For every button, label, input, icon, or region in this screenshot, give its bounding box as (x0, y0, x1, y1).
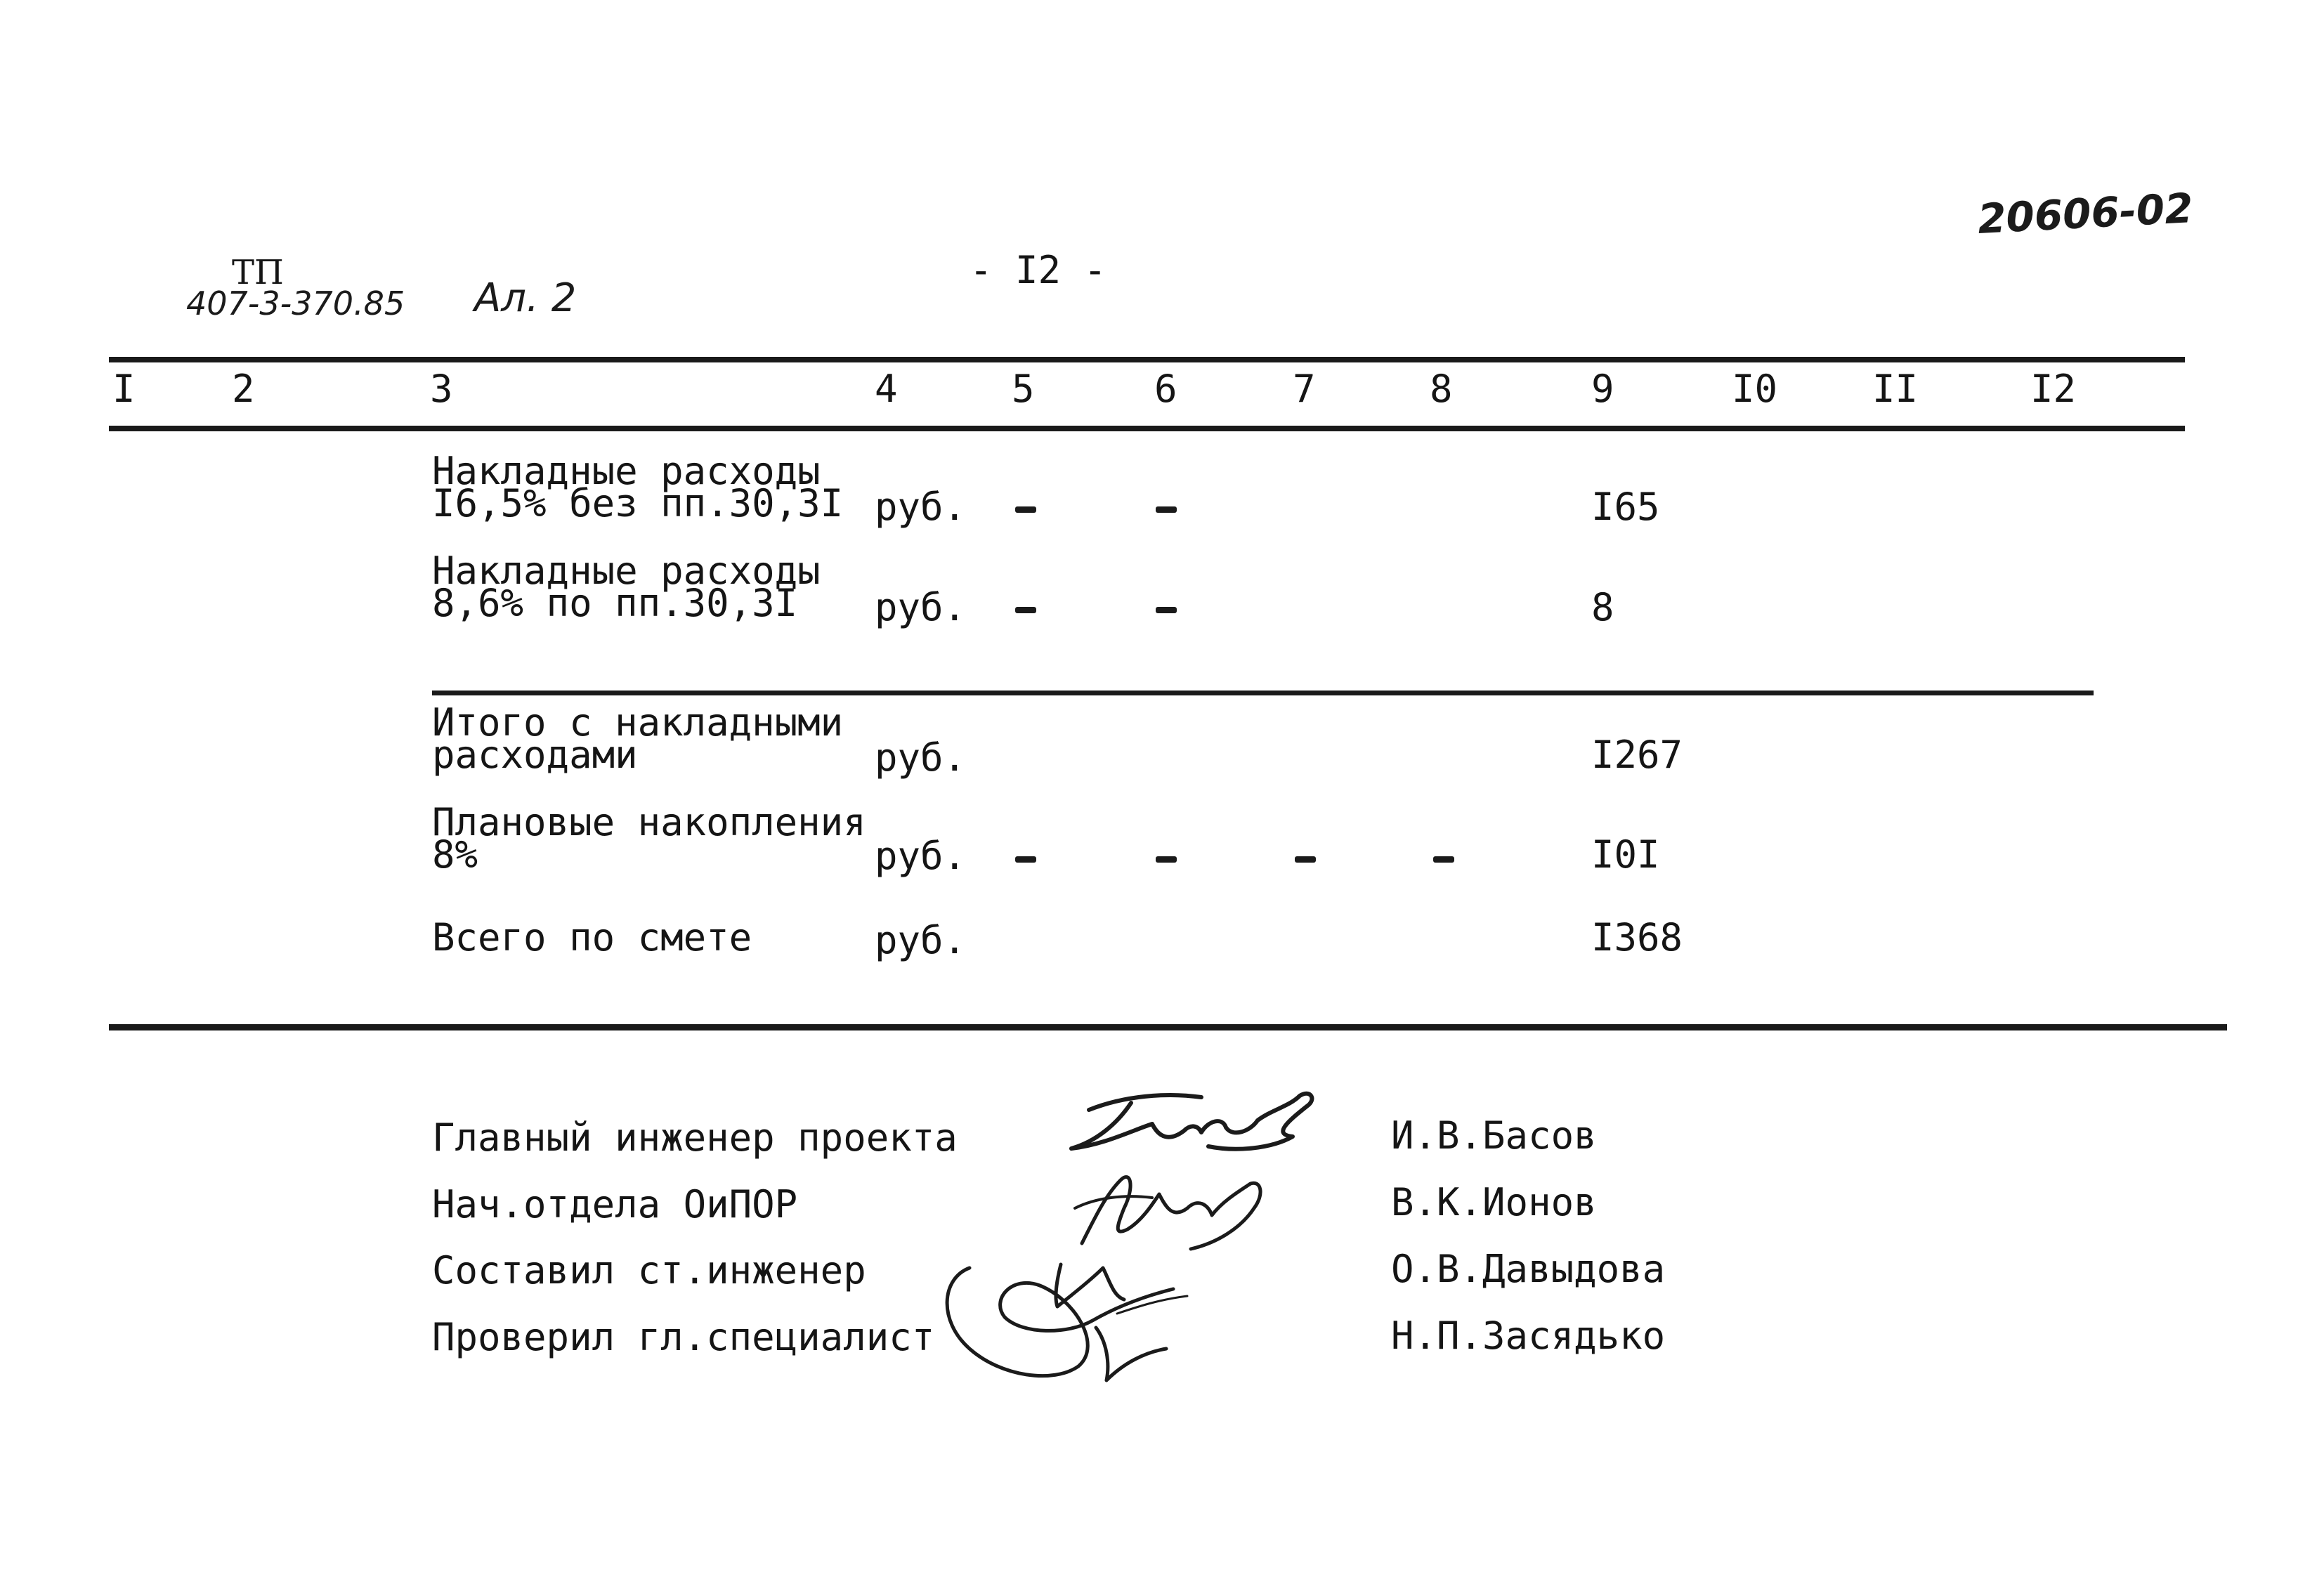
dash-mark (1015, 506, 1036, 513)
row-name: Накладные расходы (432, 449, 821, 493)
row-name: Всего по смете (432, 915, 752, 960)
signatory-name: И.В.Басов (1391, 1113, 1597, 1158)
row-name-line2: расходами (432, 733, 638, 777)
dash-mark (1156, 506, 1177, 513)
series-prefix: ТП (232, 253, 284, 292)
row-unit: руб. (875, 585, 967, 629)
row-name-line2: 8% (432, 832, 478, 877)
header-bottom-rule (109, 426, 2185, 431)
row-amount: 8 (1591, 585, 1614, 629)
column-header: I (112, 367, 136, 411)
dash-mark (1156, 856, 1177, 863)
row-amount: I65 (1591, 485, 1660, 529)
signatory-role: Составил ст.инженер (432, 1248, 866, 1293)
column-header: I2 (2030, 367, 2077, 411)
column-header: 4 (875, 367, 898, 411)
signatory-name: Н.П.Засядько (1391, 1314, 1666, 1358)
signatory-name: В.К.Ионов (1391, 1180, 1597, 1224)
column-header: 5 (1012, 367, 1035, 411)
dash-mark (1156, 607, 1177, 613)
row-amount: I0I (1591, 832, 1660, 877)
album-number: Ал. 2 (474, 275, 577, 321)
column-header: I0 (1732, 367, 1778, 411)
row-name: Накладные расходы (432, 549, 821, 593)
signatory-role: Нач.отдела ОиПОР (432, 1182, 798, 1226)
subtotal-rule (432, 691, 2094, 695)
signatory-name: О.В.Давыдова (1391, 1247, 1666, 1291)
column-header: 3 (430, 367, 453, 411)
column-header: 8 (1430, 367, 1453, 411)
row-unit: руб. (875, 918, 967, 962)
row-unit: руб. (875, 735, 967, 780)
signatory-role: Проверил гл.специалист (432, 1315, 935, 1359)
series-code: 407-3-370.85 (186, 284, 405, 322)
dash-mark (1295, 856, 1316, 863)
page-number: - I2 - (970, 248, 1107, 292)
table-top-rule (109, 357, 2185, 362)
row-name: Плановые накопления (432, 800, 866, 844)
row-amount: I267 (1591, 733, 1683, 777)
signature-chief-engineer (1047, 1082, 1349, 1173)
column-header: II (1872, 367, 1919, 411)
row-name-line2: 8,6% по пп.30,3I (432, 581, 798, 625)
table-bottom-rule (109, 1024, 2227, 1030)
row-name: Итого с накладными (432, 700, 844, 745)
column-header: 2 (232, 367, 255, 411)
document-number: 20606-02 (1976, 184, 2195, 243)
column-header: 9 (1591, 367, 1614, 411)
signature-compiler (934, 1229, 1215, 1391)
row-amount: I368 (1591, 915, 1683, 960)
row-name-line2: I6,5% без пп.30,3I (432, 481, 844, 525)
column-header: 7 (1293, 367, 1316, 411)
dash-mark (1015, 856, 1036, 863)
signatory-role: Главный инженер проекта (432, 1115, 958, 1160)
dash-mark (1433, 856, 1454, 863)
dash-mark (1015, 607, 1036, 613)
column-header: 6 (1154, 367, 1177, 411)
row-unit: руб. (875, 834, 967, 878)
row-unit: руб. (875, 485, 967, 529)
